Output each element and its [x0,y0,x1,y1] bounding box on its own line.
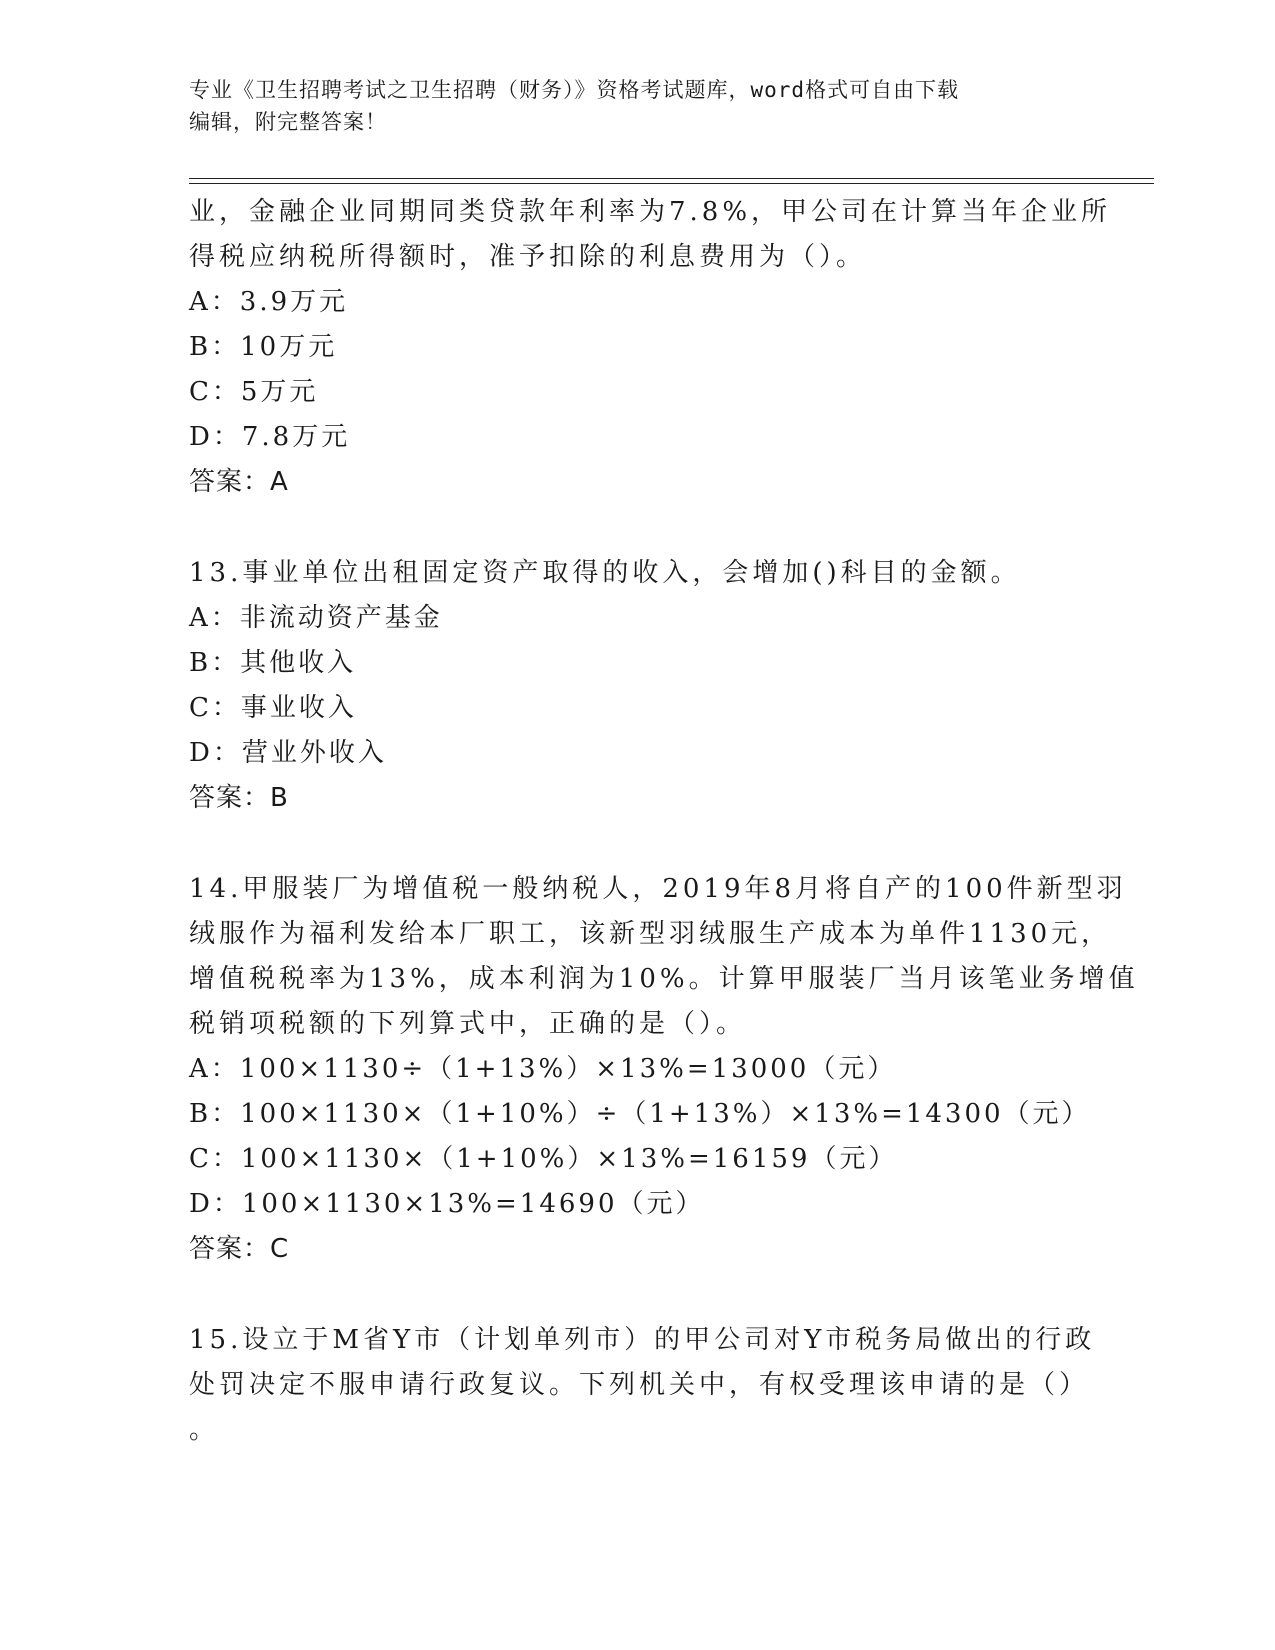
question-12 [189,190,1112,505]
option-b: B：100×1130×（1+10%）÷（1+13%）×13%=14300（元） [189,1099,1091,1129]
header-divider-bottom [189,183,1154,184]
question-text-line: 增值税税率为13%，成本利润为10%。计算甲服装厂当月该笔业务增值 [189,964,1139,994]
question-14 [189,867,1139,1272]
question-15 [189,1318,1096,1453]
option-d: D：营业外收入 [189,738,387,768]
option-a: A：非流动资产基金 [189,603,443,633]
question-text-line: 13.事业单位出租固定资产取得的收入，会增加()科目的金额。 [189,558,1021,588]
document-header [189,74,1089,138]
question-text-line: 15.设立于M省Y市（计划单列市）的甲公司对Y市税务局做出的行政 [189,1325,1096,1355]
header-line-2: 编辑，附完整答案！ [189,110,387,134]
option-c: C：5万元 [189,377,319,407]
question-text-line: 绒服作为福利发给本厂职工，该新型羽绒服生产成本为单件1130元， [189,919,1112,949]
answer-label: 答案：C [189,1234,290,1264]
question-text-line: 。 [189,1415,220,1445]
question-text-line: 14.甲服装厂为增值税一般纳税人，2019年8月将自产的100件新型羽 [189,874,1127,904]
answer-label: 答案：A [189,467,289,497]
question-text-line: 得税应纳税所得额时，准予扣除的利息费用为（）。 [189,242,867,272]
question-13 [189,551,1089,821]
option-d: D：100×1130×13%=14690（元） [189,1189,705,1219]
option-d: D：7.8万元 [189,422,351,452]
answer-label: 答案：B [189,783,289,813]
header-line-1: 专业《卫生招聘考试之卫生招聘（财务）》资格考试题库，word格式可自由下载 [189,78,960,102]
option-c: C：事业收入 [189,693,357,723]
header-divider-top [189,178,1154,179]
option-a: A：3.9万元 [189,287,349,317]
question-content [189,190,1139,1453]
option-b: B：10万元 [189,332,338,362]
question-text-line: 业，金融企业同期同类贷款年利率为7.8%，甲公司在计算当年企业所 [189,197,1112,227]
question-text-line: 税销项税额的下列算式中，正确的是（）。 [189,1009,747,1039]
question-text-line: 处罚决定不服申请行政复议。下列机关中，有权受理该申请的是（） [189,1370,1090,1400]
option-c: C：100×1130×（1+10%）×13%=16159（元） [189,1144,898,1174]
option-b: B：其他收入 [189,648,357,678]
option-a: A：100×1130÷（1+13%）×13%=13000（元） [189,1054,897,1084]
